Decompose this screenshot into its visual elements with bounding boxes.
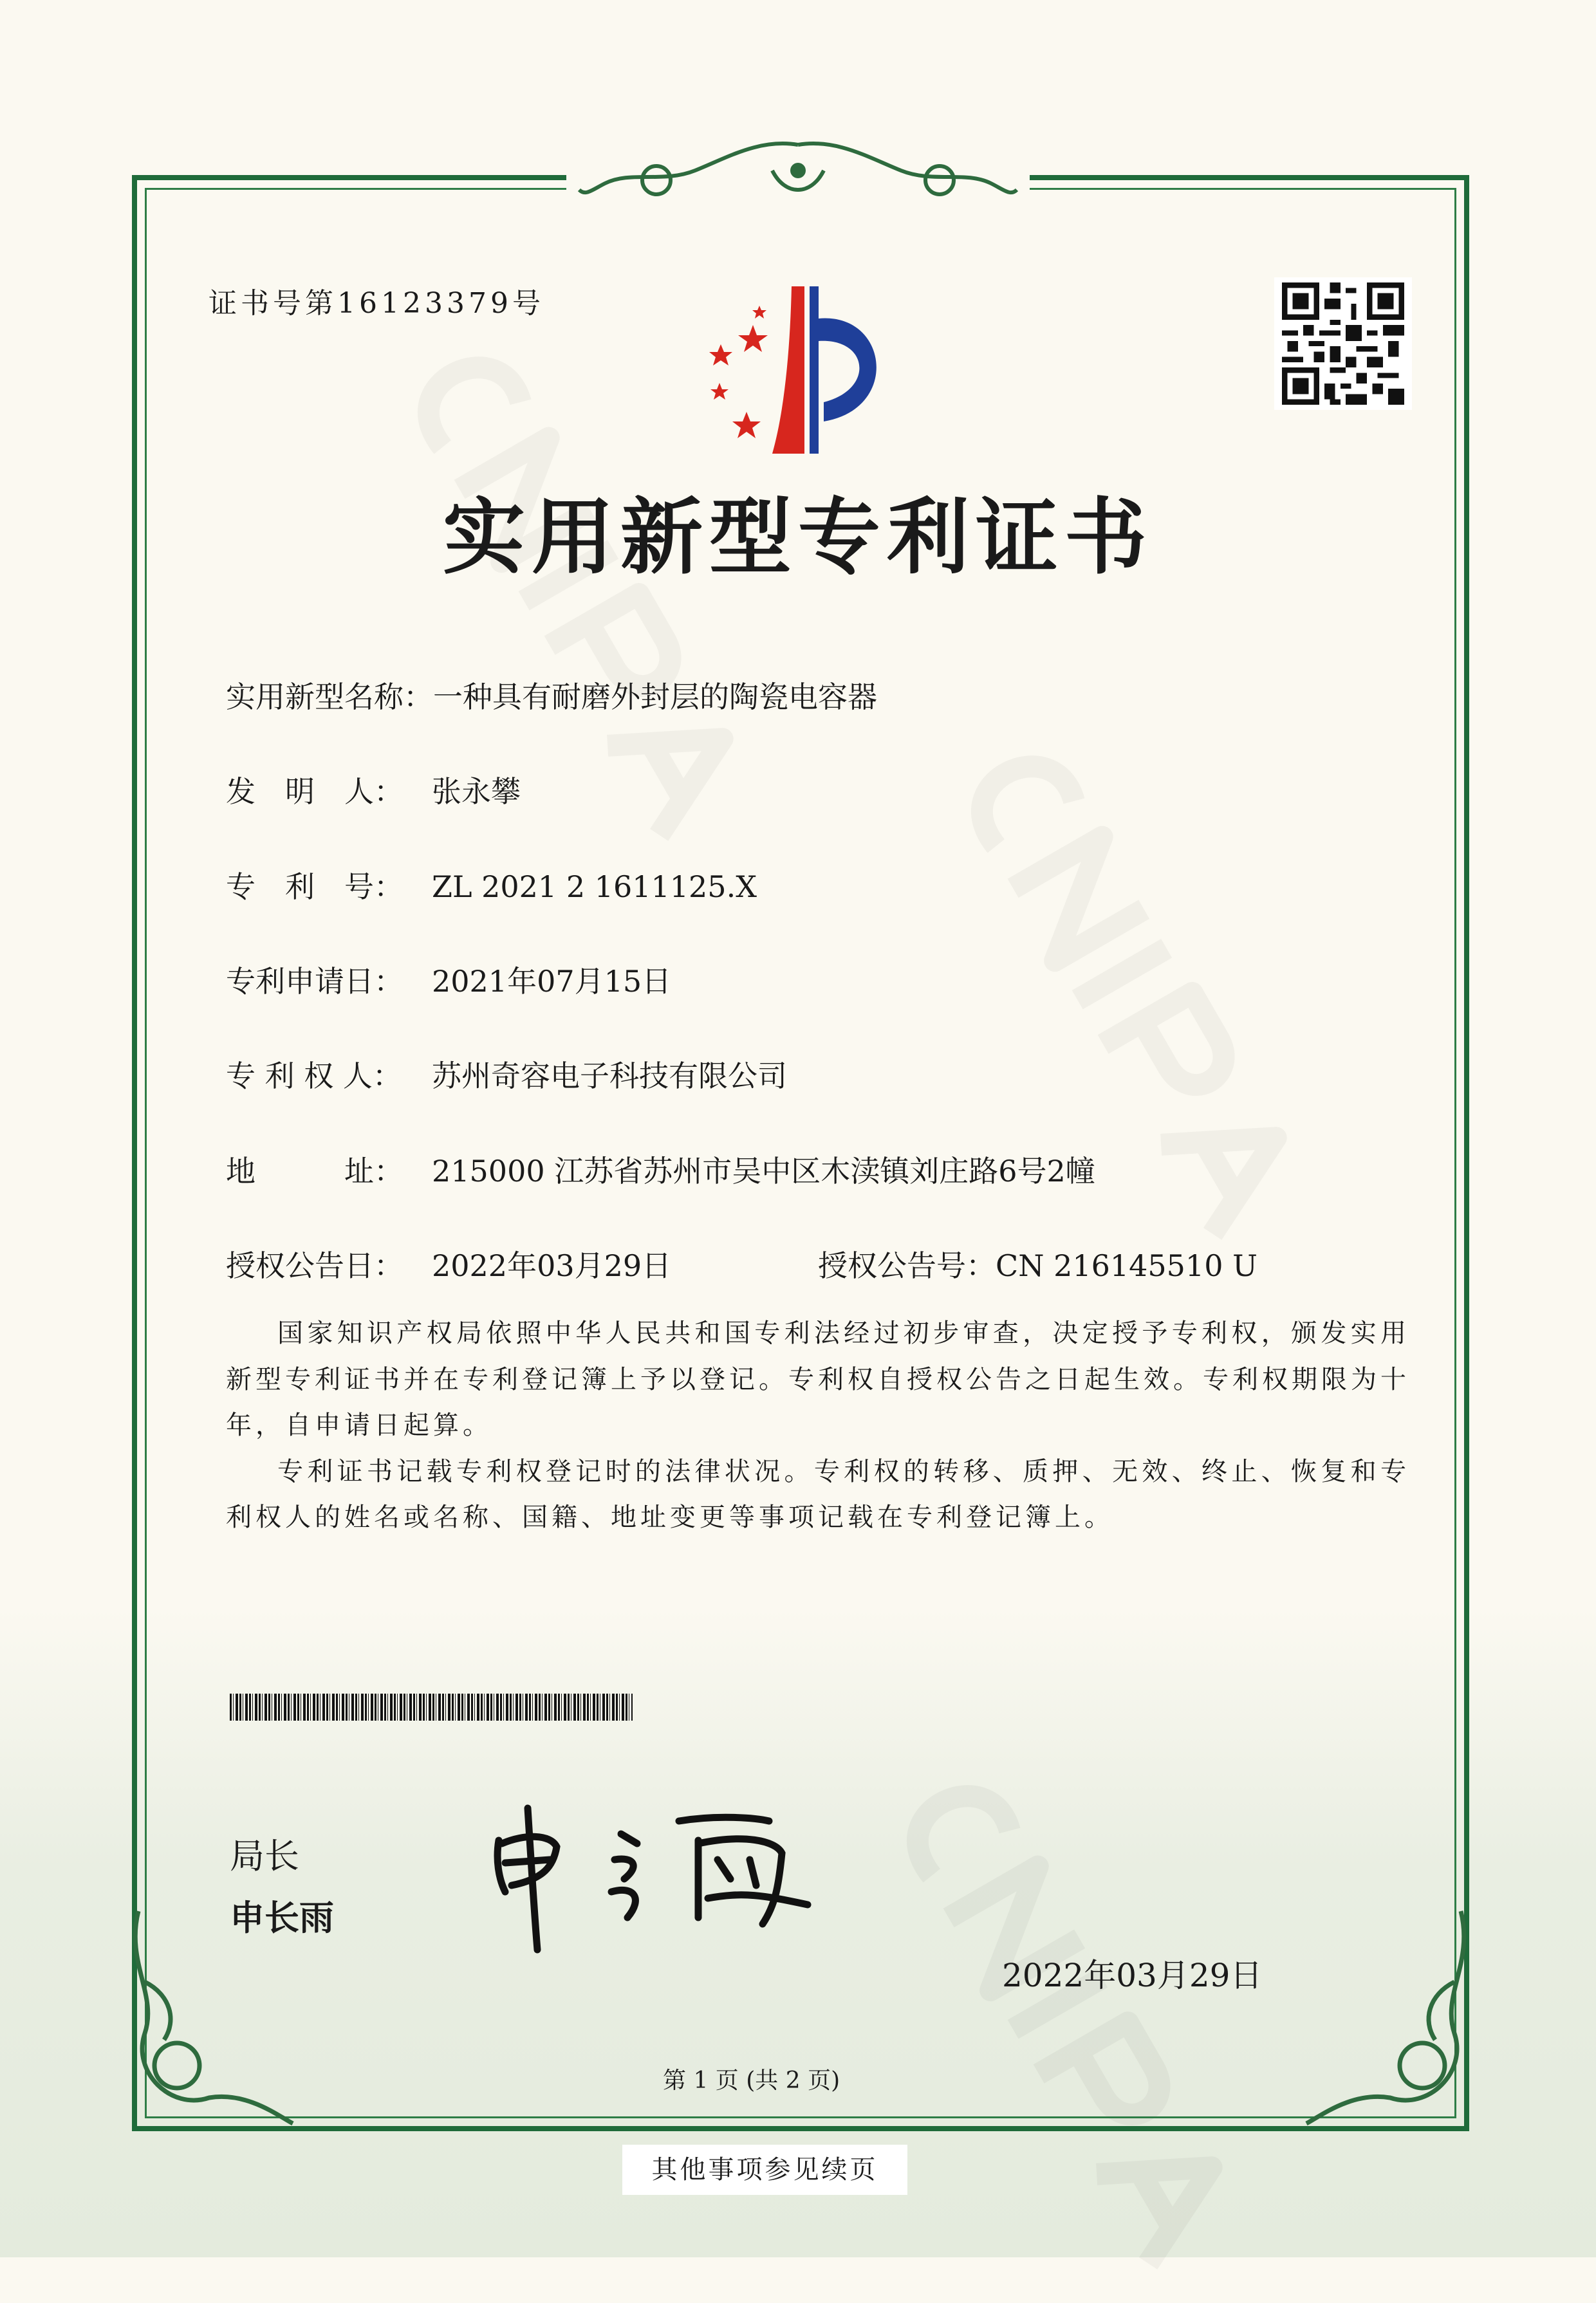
signature-image: [486, 1795, 821, 1956]
qr-code-icon: [1274, 277, 1412, 410]
page-indicator: 第 1 页 (共 2 页): [663, 2067, 840, 2094]
field-title: [226, 674, 877, 716]
field-patent-number: [226, 864, 757, 906]
field-label: 授权公告日：: [226, 1248, 404, 1283]
field-patentee: [226, 1053, 787, 1095]
field-grant-date: [226, 1243, 671, 1285]
statement-paragraph: 国家知识产权局依照中华人民共和国专利法经过初步审查，决定授予专利权，颁发实用新型专利证书并在专利登记簿上予以登记。专利权自授权公告之日起生效。专利权期限为十年，自申请日起算。: [226, 1318, 1410, 1440]
certificate-statement: [226, 1311, 1410, 1541]
field-address: [226, 1148, 1095, 1190]
field-value: 2021年07月15日: [432, 964, 672, 999]
field-value: 2022年03月29日: [432, 1248, 672, 1283]
field-value: 215000 江苏省苏州市吴中区木渎镇刘庄路6号2幢: [432, 1154, 1095, 1188]
signer-title: 局长: [230, 1836, 299, 1876]
field-application-date: [226, 958, 671, 1001]
issue-date: 2022年03月29日: [1002, 1957, 1263, 1994]
field-announcement-number: [818, 1243, 1257, 1285]
field-inventor: [226, 768, 521, 811]
field-value: 苏州奇容电子科技有限公司: [432, 1059, 787, 1093]
page-title: 实用新型专利证书: [442, 489, 1153, 586]
certificate-number: 证书号第16123379号: [209, 287, 544, 320]
signer-name: 申长雨: [230, 1898, 334, 1938]
cnipa-logo-icon: [682, 280, 920, 460]
field-label: 发 明 人：: [226, 774, 404, 809]
field-value: ZL 2021 2 1611125.X: [432, 869, 757, 904]
field-label: 授权公告号：: [818, 1248, 996, 1283]
statement-paragraph: 专利证书记载专利权登记时的法律状况。专利权的转移、质押、无效、终止、恢复和专利权人的姓名或名称、国籍、地址变更等事项记载在专利登记簿上。: [226, 1456, 1410, 1532]
field-label: 专 利 号：: [226, 869, 404, 904]
corner-ornament-right-icon: [1300, 1905, 1480, 2136]
continued-note: 其他事项参见续页: [622, 2145, 907, 2195]
field-label: 实用新型名称：: [226, 680, 433, 714]
field-value: 张永攀: [432, 774, 521, 809]
field-value: CN 216145510 U: [996, 1248, 1257, 1283]
top-ornament-icon: [566, 132, 1030, 216]
field-label: 专 利 权 人：: [226, 1059, 402, 1093]
barcode-icon: [230, 1694, 633, 1721]
field-value: 一种具有耐磨外封层的陶瓷电容器: [433, 680, 877, 714]
field-label: 地 址：: [226, 1154, 404, 1188]
field-label: 专利申请日：: [226, 964, 404, 999]
